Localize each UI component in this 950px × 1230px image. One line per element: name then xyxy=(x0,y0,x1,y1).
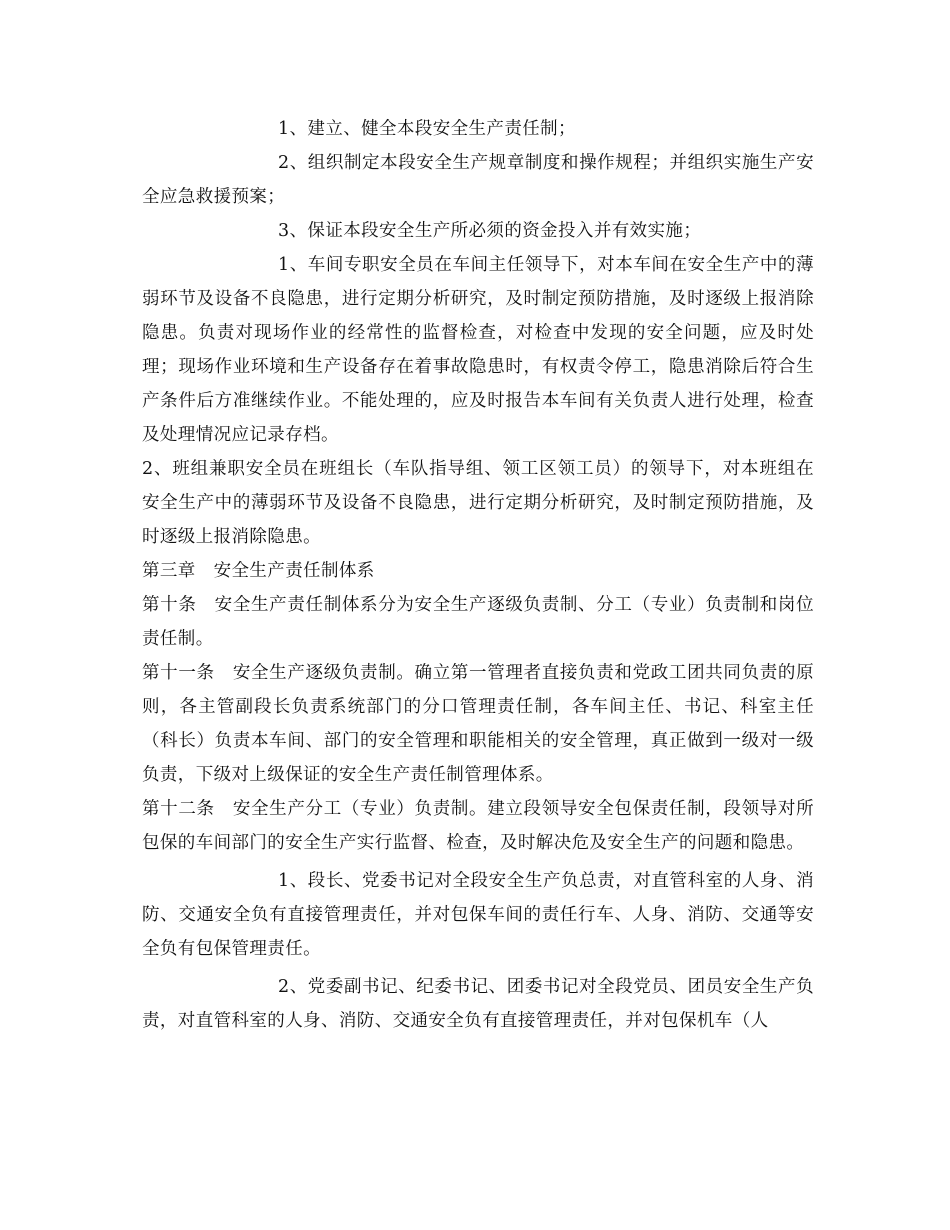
article-12: 第十二条 安全生产分工（专业）负责制。建立段领导安全包保责任制，段领导对所包保的车间部门的安全生产实行监督、检查，及时解决危及安全生产的问题和隐患。 xyxy=(142,799,814,853)
paragraph-duty-2: 2、组织制定本段安全生产规章制度和操作规程；并组织实施生产安全应急救援预案； xyxy=(142,153,814,207)
paragraph-duty-1: 1、建立、健全本段安全生产责任制； xyxy=(278,119,576,139)
paragraph-director-duty: 1、段长、党委书记对全段安全生产负总责，对直管科室的人身、消防、交通安全负有直接管理责任，并对包保车间的责任行车、人身、消防、交通等安全负有包保管理责任。 xyxy=(142,871,814,959)
paragraph-duty-3: 3、保证本段安全生产所必须的资金投入并有效实施； xyxy=(278,221,702,241)
paragraph-workshop-safety-officer: 1、车间专职安全员在车间主任领导下，对本车间在安全生产中的薄弱环节及设备不良隐患，进行定期分析研究，及时制定预防措施，及时逐级上报消除隐患。负责对现场作业的经常性的监督检查，对检查中发现的安全问题，应及时处理；现场作业环境和生产设备存在着事故隐患时，有权责令停工，隐患消除后符合生产条件后方准继续作业。不能处理的，应及时报告本车间有关负责人进行处理，检查及处理情况应记录存档。 xyxy=(142,255,814,445)
article-11: 第十一条 安全生产逐级负责制。确立第一管理者直接负责和党政工团共同负责的原则，各主管副段长负责系统部门的分口管理责任制，各车间主任、书记、科室主任（科长）负责本车间、部门的安全管理和职能相关的安全管理，真正做到一级对一级负责，下级对上级保证的安全生产责任制管理体系。 xyxy=(142,663,814,785)
chapter-heading: 第三章 安全生产责任制体系 xyxy=(142,561,375,581)
article-10: 第十条 安全生产责任制体系分为安全生产逐级负责制、分工（专业）负责制和岗位责任制。 xyxy=(142,595,814,649)
paragraph-deputy-secretary-duty: 2、党委副书记、纪委书记、团委书记对全段党员、团员安全生产负责，对直管科室的人身、消防、交通安全负有直接管理责任，并对包保机车（人 xyxy=(142,977,814,1031)
paragraph-team-safety-officer: 2、班组兼职安全员在班组长（车队指导组、领工区领工员）的领导下，对本班组在安全生产中的薄弱环节及设备不良隐患，进行定期分析研究，及时制定预防措施，及时逐级上报消除隐患。 xyxy=(142,459,814,547)
document-body xyxy=(142,112,814,1038)
